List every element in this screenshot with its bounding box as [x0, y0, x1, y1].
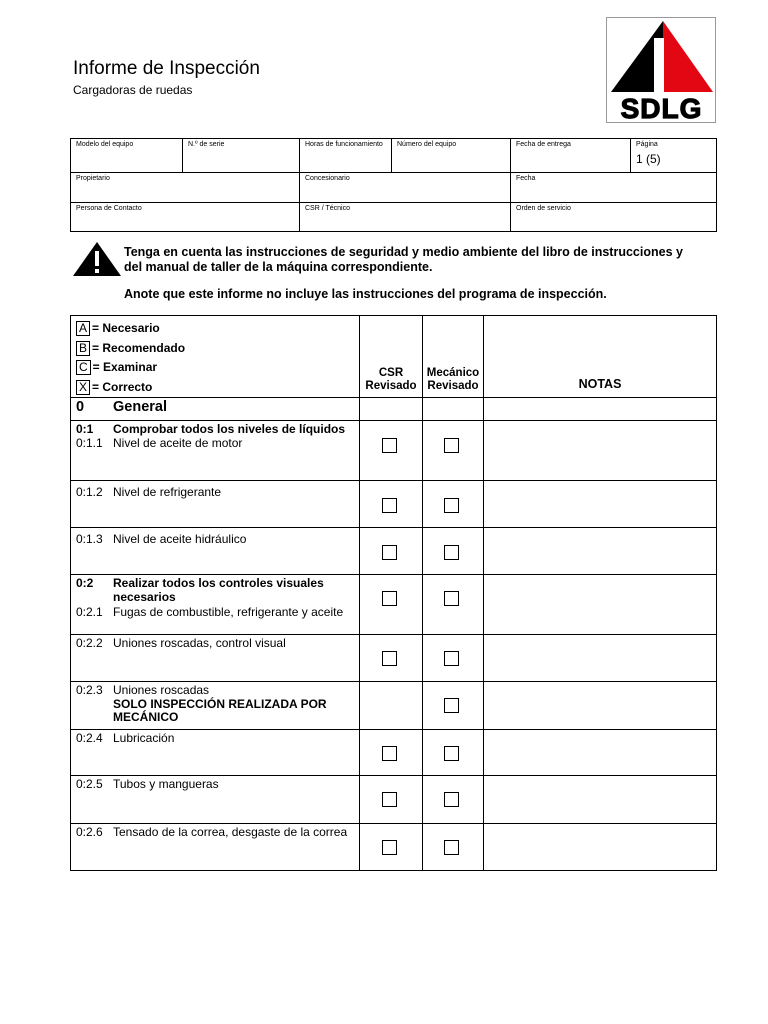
table-row: 0:2.2 Uniones roscadas, control visual	[71, 635, 717, 682]
safety-notice-line-2: Anote que este informe no incluye las instrucciones del programa de inspección.	[124, 287, 607, 301]
table-row: 0:2.4 Lubricación	[71, 730, 717, 776]
legend-item: C = Examinar	[76, 358, 359, 378]
numero-field[interactable]: Número del equipo	[392, 139, 511, 173]
mecanico-column-header: Mecánico Revisado	[423, 316, 484, 398]
warning-triangle-icon	[72, 241, 122, 277]
csr-checkbox[interactable]	[382, 651, 397, 666]
serie-field[interactable]: N.º de serie	[183, 139, 300, 173]
notes-cell[interactable]	[484, 730, 717, 776]
mecanico-checkbox[interactable]	[444, 545, 459, 560]
csr-checkbox[interactable]	[382, 545, 397, 560]
entrega-field[interactable]: Fecha de entrega	[511, 139, 631, 173]
pagina-value: 1 (5)	[636, 152, 661, 166]
notes-cell[interactable]	[484, 481, 717, 528]
csr-checkbox[interactable]	[382, 438, 397, 453]
legend-item: B = Recomendado	[76, 339, 359, 359]
orden-field[interactable]: Orden de servicio	[511, 203, 717, 232]
csr-tecnico-field[interactable]: CSR / Técnico	[300, 203, 511, 232]
notes-cell[interactable]	[484, 682, 717, 730]
notes-cell[interactable]	[484, 776, 717, 824]
propietario-field[interactable]: Propietario	[71, 173, 300, 203]
legend-item: X = Correcto	[76, 378, 359, 398]
page-subtitle: Cargadoras de ruedas	[73, 83, 193, 97]
notas-column-header: NOTAS	[484, 316, 717, 398]
table-row: 0:1.3 Nivel de aceite hidráulico	[71, 528, 717, 575]
mecanico-checkbox[interactable]	[444, 498, 459, 513]
csr-checkbox[interactable]	[382, 840, 397, 855]
mecanico-checkbox[interactable]	[444, 698, 459, 713]
table-row: 0:2 Realizar todos los controles visuales necesarios 0:2.1 Fugas de combustible, refrigerante y aceite	[71, 575, 717, 635]
mecanico-checkbox[interactable]	[444, 591, 459, 606]
table-row: 0:2.6 Tensado de la correa, desgaste de la correa	[71, 824, 717, 871]
table-row: 0:2.5 Tubos y mangueras	[71, 776, 717, 824]
notes-cell[interactable]	[484, 421, 717, 481]
safety-notice	[124, 245, 699, 314]
mecanico-checkbox[interactable]	[444, 651, 459, 666]
fecha-field[interactable]: Fecha	[511, 173, 717, 203]
horas-field[interactable]: Horas de funcionamiento	[300, 139, 392, 173]
csr-checkbox[interactable]	[382, 746, 397, 761]
safety-notice-line-1: Tenga en cuenta las instrucciones de seguridad y medio ambiente del libro de instrucciones y del manual de taller de la máquina correspondiente.	[124, 245, 683, 274]
pagina-field: Página 1 (5)	[631, 139, 717, 173]
notes-cell[interactable]	[484, 635, 717, 682]
legend-item: A = Necesario	[76, 319, 359, 339]
mecanico-checkbox[interactable]	[444, 438, 459, 453]
modelo-field[interactable]: Modelo del equipo	[71, 139, 183, 173]
table-row: 0:1 Comprobar todos los niveles de líquidos 0:1.1 Nivel de aceite de motor	[71, 421, 717, 481]
mecanico-checkbox[interactable]	[444, 840, 459, 855]
page-title: Informe de Inspección	[73, 58, 260, 79]
concesionario-field[interactable]: Concesionario	[300, 173, 511, 203]
csr-checkbox[interactable]	[382, 591, 397, 606]
sdlg-logo	[606, 17, 716, 123]
contacto-field[interactable]: Persona de Contacto	[71, 203, 300, 232]
csr-checkbox[interactable]	[382, 792, 397, 807]
csr-column-header: CSR Revisado	[360, 316, 423, 398]
section-heading: 0 General	[71, 398, 360, 421]
sdlg-logo-mark	[607, 18, 715, 122]
logo-wordmark: SDLG	[620, 93, 703, 122]
notes-cell[interactable]	[484, 528, 717, 575]
table-row: 0:1.2 Nivel de refrigerante	[71, 481, 717, 528]
table-row: 0:2.3 Uniones roscadas SOLO INSPECCIÓN REALIZADA POR MECÁNICO	[71, 682, 717, 730]
legend-cell	[71, 316, 360, 398]
csr-checkbox[interactable]	[382, 498, 397, 513]
mecanico-checkbox[interactable]	[444, 746, 459, 761]
notes-cell[interactable]	[484, 824, 717, 871]
notes-cell[interactable]	[484, 575, 717, 635]
mecanico-checkbox[interactable]	[444, 792, 459, 807]
inspection-checklist	[70, 315, 717, 871]
equipment-info-table	[70, 138, 717, 232]
